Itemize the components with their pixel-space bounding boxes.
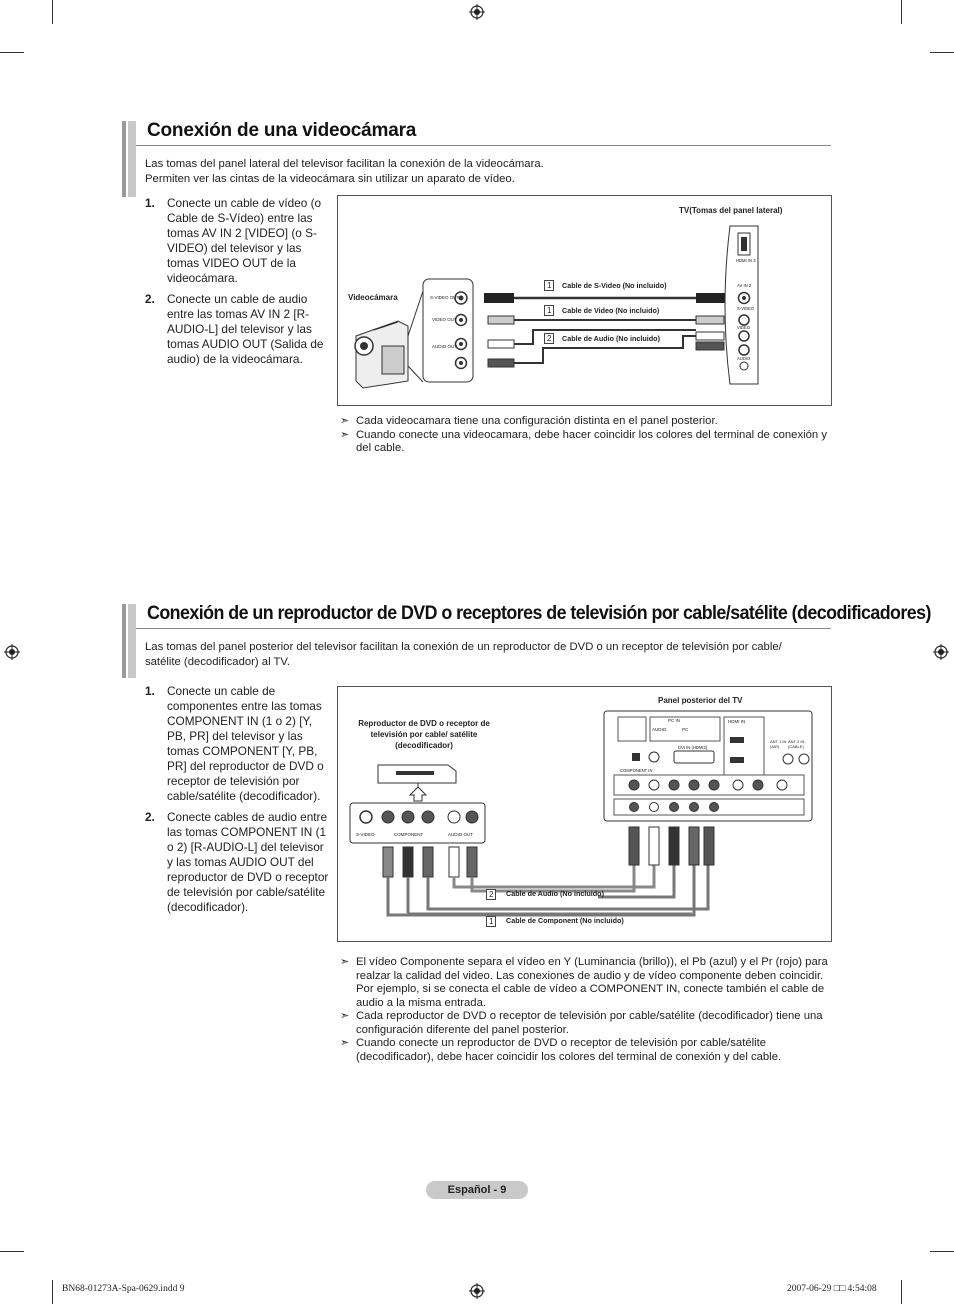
registration-mark-icon [4,644,20,660]
cable-number-tag: 1 [544,280,554,291]
step-number: 1. [145,196,155,210]
dvd-label: Reproductor de DVD o receptor de televisión por cable/ satélite (decodificador) [358,719,490,750]
registration-mark-icon [469,1283,485,1299]
tv-audio-label: AUDIO [737,356,751,361]
audio-cable-label: Cable de Audio (No incluido) [562,334,660,343]
crop-mark [930,52,954,53]
step-text: Conecte un cable de vídeo (o Cable de S-Vídeo) entre las tomas AV IN 2 [VIDEO] (o S-VIDEO) del televisor y las tomas VIDEO OUT de la videocámara. [167,196,322,285]
crop-mark [52,1280,53,1304]
tv-ant2-label: ANT 2 IN (CABLE) [788,739,805,749]
section-intro [145,640,835,669]
tv-pc-in-label: PC IN [668,718,681,723]
crop-mark [0,52,24,53]
note-arrow-icon: ➣ [340,956,350,968]
step-item [145,810,331,915]
section-bar [128,121,136,197]
notes-list [340,956,832,1064]
intro-line: Permiten ver las cintas de la videocámara sin utilizar un aparato de vídeo. [145,172,515,185]
section-bar [122,121,126,197]
camera-audio-label: AUDIO OUT [432,344,458,349]
step-number: 2. [145,810,155,824]
section-bar [122,604,126,678]
camcorder-icon [355,321,408,388]
note-item [340,956,832,1010]
tv-ant1-label: ANT 1 IN (AIR) [770,739,787,749]
tv-video-label: VIDEO [737,325,751,330]
section-intro [145,157,835,186]
tv-hdmi-label: HDMI IN 3 [736,258,756,263]
tv-label: TV(Tomas del panel lateral) [679,206,783,215]
audio-cable-label: Cable de Audio (No incluido) [506,889,604,898]
section-title: Conexión de un reproductor de DVD o receptores de televisión por cable/satélite (decodificadores) [147,603,931,624]
step-list [145,684,331,921]
title-rule [136,145,831,146]
crop-mark [0,1251,24,1252]
note-text: El vídeo Componente separa el vídeo en Y (Luminancia (brillo)), el Pb (azul) y el Pr (rojo) para realzar la calidad del video. Las conexiones de audio y de vídeo componente deben coincidir. Por ejemplo, si se conecta el cable de vídeo a COMPONENT IN, conecte también el cable de audio a la misma entrada. [356,956,828,1009]
note-text: Cada videocamara tiene una configuración distinta en el panel posterior. [356,415,718,427]
step-text: Conecte un cable de componentes entre las tomas COMPONENT IN (1 o 2) [Y, PB, PR] del televisor y las tomas COMPONENT [Y, PB, PR] del reproductor de DVD o receptor de televisión por cable/satélite (decodificador). [167,684,324,803]
registration-mark-icon [933,644,949,660]
tv-audio-label: AUDIO [652,727,667,732]
page-number-badge: Español - 9 [426,1181,528,1199]
dvd-connection-drawing [338,687,831,941]
cable-number-tag: 1 [544,305,554,316]
camcorder-diagram [337,195,832,406]
dvd-diagram [337,686,832,942]
dvd-audio-out-label: AUDIO OUT [448,832,474,837]
tv-svideo-label: S-VIDEO [737,306,755,311]
tv-component-in-label: COMPONENT IN [620,768,653,773]
intro-line: Las tomas del panel posterior del televisor facilitan la conexión de un reproductor de DVD o un receptor de televisión por cable/ [145,641,782,653]
video-cable-label: Cable de Video (No incluido) [562,306,660,315]
crop-mark [52,0,53,24]
step-list [145,196,330,373]
cable-number-tag: 2 [486,889,496,900]
cable-number-tag: 1 [486,916,496,927]
step-text: Conecte un cable de audio entre las tomas AV IN 2 [R-AUDIO-L] del televisor y las tomas AUDIO OUT (Salida de audio) de la videocámara. [167,292,324,366]
note-text: Cuando conecte una videocamara, debe hacer coincidir los colores del terminal de conexión y del cable. [356,428,827,454]
camcorder-connection-drawing [338,196,831,405]
crop-mark [901,0,902,24]
registration-mark-icon [469,4,485,20]
cable-number-tag: 2 [544,333,554,344]
note-arrow-icon: ➣ [340,1037,350,1049]
section-title: Conexión de una videocámara [147,120,417,141]
crop-mark [901,1280,902,1304]
section-bar [128,604,136,678]
notes-list [340,415,832,456]
step-item [145,684,331,804]
tv-hdmi-in-label: HDMI IN [728,719,746,724]
note-text: Cuando conecte un reproductor de DVD o receptor de televisión por cable/satélite (decodificador), debe hacer coincidir los colores del terminal de conexión y del cable. [356,1037,782,1063]
camera-video-label: VIDEO OUT [432,317,457,322]
step-number: 2. [145,292,155,306]
footer-date: 2007-06-29 □□ 4:54:08 [787,1284,877,1294]
tv-rear-label: Panel posterior del TV [658,696,743,705]
note-item [340,429,832,456]
dvd-svideo-label: S-VIDEO [356,832,375,837]
note-arrow-icon: ➣ [340,428,350,441]
note-text: Cada reproductor de DVD o receptor de televisión por cable/satélite (decodificador) tiene una configuración diferente del panel posterior. [356,1010,823,1036]
intro-line: Las tomas del panel lateral del televisor facilitan la conexión de la videocámara. [145,158,544,170]
crop-mark [930,1251,954,1252]
step-item [145,196,330,286]
title-rule [136,628,831,629]
note-arrow-icon: ➣ [340,1010,350,1022]
note-item [340,415,832,429]
step-text: Conecte cables de audio entre las tomas COMPONENT IN (1 o 2) [R-AUDIO-L] del televisor y las tomas AUDIO OUT del reproductor de DVD o receptor de televisión por cable/satélite (decodificador). [167,810,329,914]
camcorder-label: Videocámara [348,293,398,302]
intro-line: satélite (decodificador) al TV. [145,655,291,668]
footer-filename: BN68-01273A-Spa-0629.indd 9 [62,1284,185,1294]
dvd-component-label: COMPONENT [394,832,424,837]
note-item [340,1037,832,1064]
camera-svideo-label: S-VIDEO OUT [430,295,460,300]
note-item [340,1010,832,1037]
tv-dvi-label: DVI IN (HDMI2) [678,745,708,750]
component-cable-label: Cable de Component (No incluido) [506,916,624,925]
tv-avin-label: AV IN 2 [737,283,752,288]
svideo-cable-label: Cable de S-Video (No incluido) [562,281,667,290]
note-arrow-icon: ➣ [340,415,350,427]
step-item [145,292,330,367]
tv-pc-label: PC [682,727,689,732]
step-number: 1. [145,684,155,698]
